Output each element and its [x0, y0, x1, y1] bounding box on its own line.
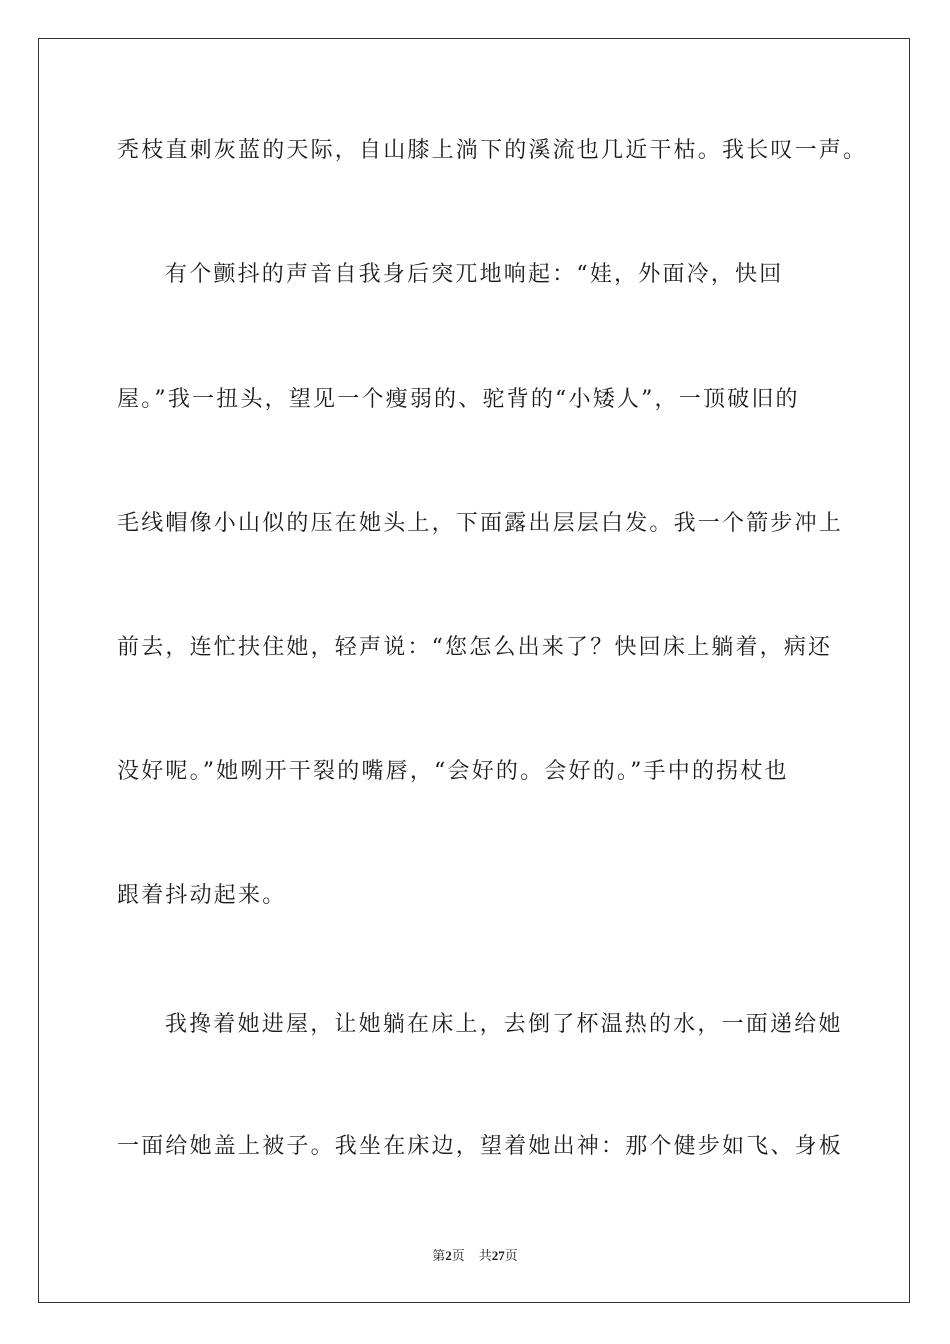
page-footer — [0, 1248, 950, 1264]
text-line-1: 秃枝直刺灰蓝的天际，自山膝上淌下的溪流也几近干枯。我长叹一声。 — [117, 138, 868, 163]
text-line-5: 前去，连忙扶住她，轻声说：“您怎么出来了？快回床上躺着，病还 — [117, 635, 833, 660]
footer-total-suffix: 页 — [504, 1248, 518, 1263]
text-line-3: 屋。”我一扭头，望见一个瘦弱的、驼背的“小矮人”，一顶破旧的 — [117, 387, 800, 412]
text-line-7: 跟着抖动起来。 — [117, 883, 287, 908]
footer-total-pages: 27 — [491, 1248, 505, 1263]
footer-page-number: 2 — [445, 1248, 452, 1263]
text-line-4: 毛线帽像小山似的压在她头上，下面露出层层白发。我一个箭步冲上 — [117, 511, 844, 536]
footer-page-suffix: 页 — [451, 1248, 465, 1263]
text-line-2: 有个颤抖的声音自我身后突兀地响起：“娃，外面冷，快回 — [165, 262, 784, 287]
footer-page-prefix: 第 — [432, 1248, 446, 1263]
footer-total-prefix: 共 — [478, 1248, 492, 1263]
page-border — [38, 38, 910, 1303]
text-line-6: 没好呢。”她咧开干裂的嘴唇，“会好的。会好的。”手中的拐杖也 — [117, 759, 789, 784]
text-line-9: 一面给她盖上被子。我坐在床边，望着她出神：那个健步如飞、身板 — [117, 1134, 844, 1159]
text-line-8: 我搀着她进屋，让她躺在床上，去倒了杯温热的水，一面递给她 — [165, 1012, 843, 1037]
